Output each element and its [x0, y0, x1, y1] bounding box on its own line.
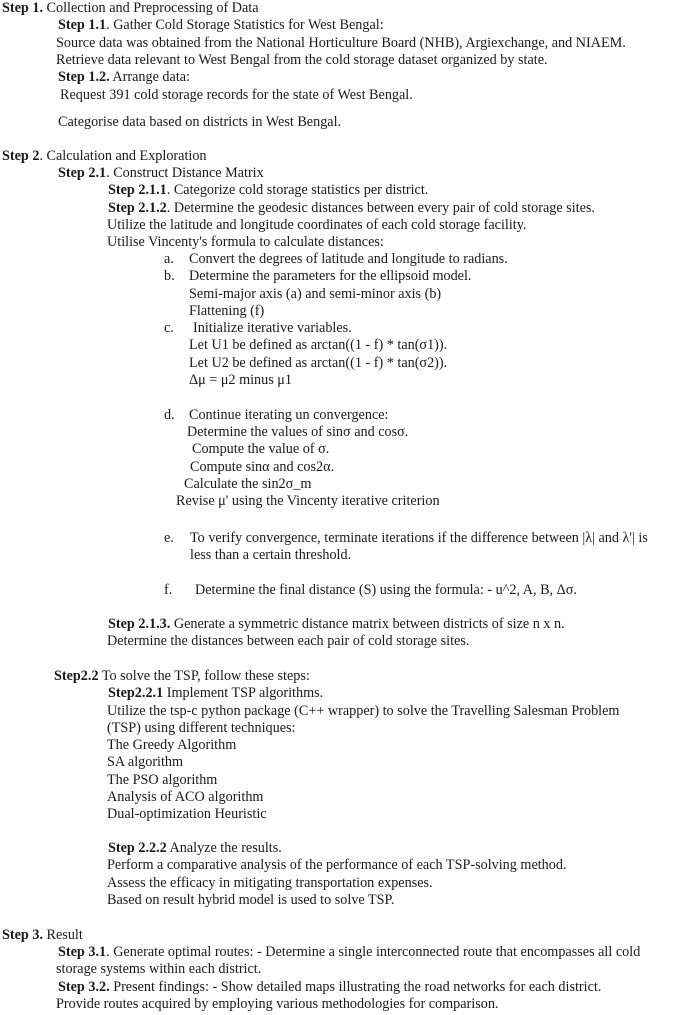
step-2-2-heading: Step2.2 To solve the TSP, follow these steps:	[54, 668, 310, 684]
step-2-2-2-line: Based on result hybrid model is used to solve TSP.	[107, 892, 395, 908]
step-3-heading: Step 3. Result	[2, 927, 83, 943]
list-item-d: Continue iterating un convergence:	[189, 407, 389, 423]
list-item-c-sub: Let U2 be defined as arctan((1 - f) * tan(σ2)).	[189, 355, 448, 371]
step-2-1-heading: Step 2.1. Construct Distance Matrix	[58, 165, 264, 181]
list-item-c: Initialize iterative variables.	[193, 320, 352, 336]
list-item-b-sub: Semi-major axis (a) and semi-minor axis (b)	[189, 286, 442, 302]
algorithm-item: Dual-optimization Heuristic	[107, 806, 267, 822]
step-2-2-1-line: Utilize the tsp-c python package (C++ wrapper) to solve the Travelling Salesman Problem	[107, 703, 620, 719]
list-item-f: Determine the final distance (S) using the formula: - u^2, A, B, Δσ.	[195, 582, 577, 598]
step-2-2-2-heading: Step 2.2.2 Analyze the results.	[108, 840, 282, 856]
step-1-2-line: Categorise data based on districts in West Bengal.	[58, 114, 342, 130]
step-2-1-2-line: Utilise Vincenty's formula to calculate distances:	[107, 234, 384, 250]
step-1-heading: Step 1. Collection and Preprocessing of Data	[2, 0, 259, 16]
list-marker-d: d.	[164, 407, 175, 423]
list-item-e: To verify convergence, terminate iterations if the difference between |λ| and λ'| is	[190, 530, 648, 546]
step-2-2-2-line: Perform a comparative analysis of the performance of each TSP-solving method.	[107, 857, 567, 873]
list-item-d-sub: Compute the value of σ.	[192, 441, 330, 457]
step-1-2-heading: Step 1.2. Arrange data:	[58, 69, 190, 85]
list-marker-c: c.	[164, 320, 174, 336]
list-marker-e: e.	[164, 530, 174, 546]
list-item-a: Convert the degrees of latitude and longitude to radians.	[189, 251, 508, 267]
list-item-d-sub: Revise μ' using the Vincenty iterative criterion	[176, 493, 440, 509]
step-1-1-line: Retrieve data relevant to West Bengal from the cold storage dataset organized by state.	[56, 52, 548, 68]
list-item-e: less than a certain threshold.	[190, 547, 352, 563]
list-marker-b: b.	[164, 268, 175, 284]
list-marker-a: a.	[164, 251, 174, 267]
list-item-d-sub: Calculate the sin2σ_m	[184, 476, 312, 492]
step-3-2-heading: Step 3.2. Present findings: - Show detailed maps illustrating the road networks for each district.	[58, 979, 602, 995]
list-item-c-sub: Δμ = μ2 minus μ1	[189, 372, 293, 388]
step-2-1-2-line: Utilize the latitude and longitude coordinates of each cold storage facility.	[107, 217, 527, 233]
step-2-1-3-line: Determine the distances between each pair of cold storage sites.	[107, 633, 470, 649]
step-3-1-heading: Step 3.1. Generate optimal routes: - Determine a single interconnected route that encompasses all cold	[58, 944, 641, 960]
algorithm-item: SA algorithm	[107, 754, 184, 770]
step-3-2-line: Provide routes acquired by employing various methodologies for comparison.	[56, 996, 499, 1012]
list-item-d-sub: Compute sinα and cos2α.	[190, 459, 335, 475]
list-marker-f: f.	[164, 582, 173, 598]
step-2-1-1-heading: Step 2.1.1. Categorize cold storage statistics per district.	[108, 182, 429, 198]
list-item-b-sub: Flattening (f)	[189, 303, 265, 319]
algorithm-item: The PSO algorithm	[107, 772, 218, 788]
step-2-1-2-heading: Step 2.1.2. Determine the geodesic distances between every pair of cold storage sites.	[108, 200, 595, 216]
step-1-2-line: Request 391 cold storage records for the state of West Bengal.	[60, 87, 413, 103]
list-item-d-sub: Determine the values of sinσ and cosσ.	[187, 424, 409, 440]
step-2-2-1-line: (TSP) using different techniques:	[107, 720, 296, 736]
step-3-1-line: storage systems within each district.	[56, 961, 262, 977]
step-2-2-1-heading: Step2.2.1 Implement TSP algorithms.	[108, 685, 324, 701]
step-1-1-line: Source data was obtained from the National Horticulture Board (NHB), Argiexchange, and NIAEM.	[56, 35, 626, 51]
step-1-1-heading: Step 1.1. Gather Cold Storage Statistics for West Bengal:	[58, 17, 384, 33]
list-item-c-sub: Let U1 be defined as arctan((1 - f) * tan(σ1)).	[189, 337, 448, 353]
list-item-b: Determine the parameters for the ellipsoid model.	[189, 268, 472, 284]
step-2-1-3-heading: Step 2.1.3. Generate a symmetric distance matrix between districts of size n x n.	[108, 616, 565, 632]
step-2-2-2-line: Assess the efficacy in mitigating transportation expenses.	[107, 875, 433, 891]
algorithm-item: The Greedy Algorithm	[107, 737, 237, 753]
algorithm-item: Analysis of ACO algorithm	[107, 789, 264, 805]
step-2-heading: Step 2. Calculation and Exploration	[2, 148, 207, 164]
